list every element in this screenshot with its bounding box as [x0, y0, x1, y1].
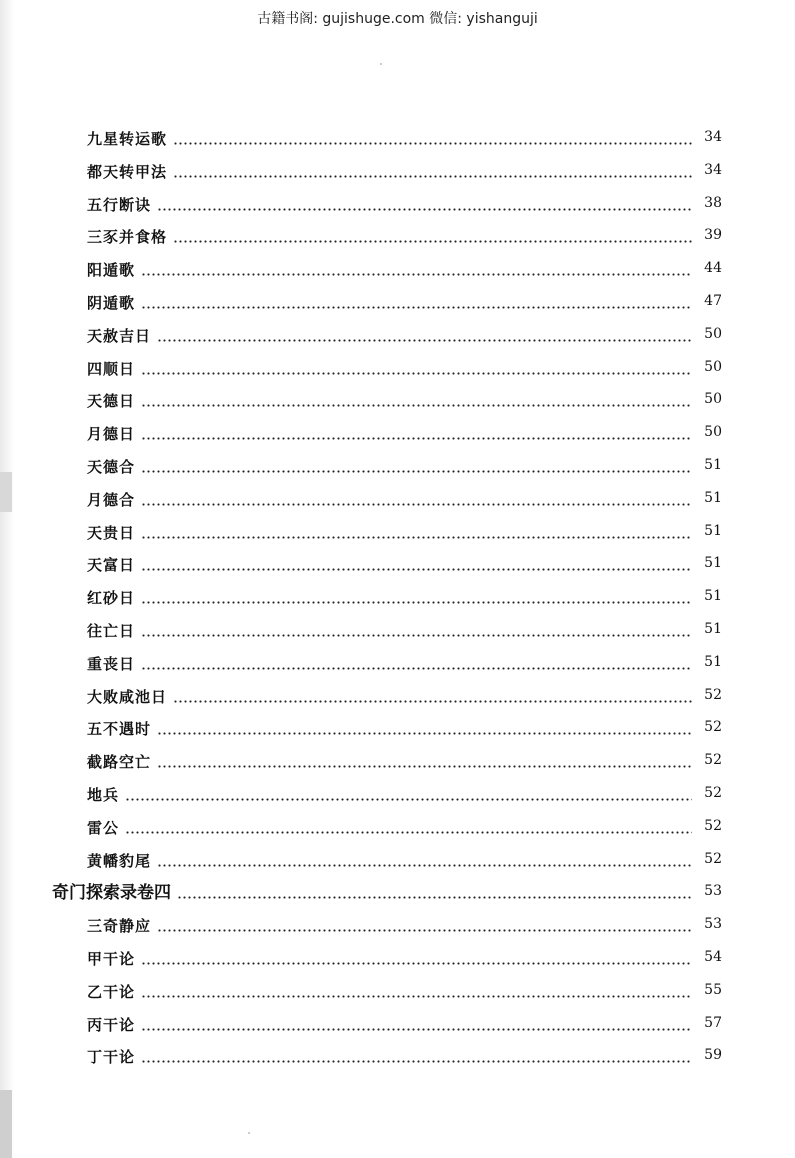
toc-entry[interactable] — [87, 619, 722, 641]
page-edge-mark — [0, 472, 12, 512]
dot-leader — [157, 339, 692, 342]
toc-entry-title: 往亡日 — [87, 622, 136, 640]
toc-entry-title: 三奇静应 — [87, 917, 152, 936]
dot-leader — [141, 1060, 692, 1063]
toc-entry[interactable] — [87, 127, 722, 149]
toc-entry-page-number: 52 — [704, 817, 722, 834]
dot-leader — [141, 995, 692, 998]
toc-entry-page-number: 54 — [704, 949, 722, 965]
toc-entry-page-number: 50 — [704, 391, 722, 408]
toc-entry-page-number: 50 — [704, 358, 722, 375]
toc-entry[interactable] — [87, 455, 722, 477]
toc-entry[interactable] — [87, 586, 722, 608]
toc-entry-page-number: 38 — [704, 194, 722, 211]
dot-leader — [157, 864, 692, 867]
toc-entry[interactable] — [87, 980, 722, 1002]
toc-entry-page-number: 52 — [704, 686, 722, 703]
dot-leader — [141, 568, 692, 571]
toc-entry-title: 大败咸池日 — [87, 687, 168, 706]
toc-entry-title: 截路空亡 — [87, 753, 152, 772]
toc-entry-title: 天德日 — [87, 392, 136, 411]
toc-entry-page-number: 52 — [704, 719, 722, 736]
toc-entry-title: 天富日 — [87, 556, 136, 575]
toc-entry-title: 重丧日 — [87, 654, 136, 673]
dot-leader — [141, 634, 692, 637]
toc-entry-page-number: 44 — [704, 260, 722, 277]
dot-leader — [141, 372, 692, 375]
toc-entry[interactable] — [87, 488, 722, 510]
toc-entry-title: 四顺日 — [87, 359, 136, 378]
toc-entry-page-number: 50 — [704, 325, 722, 342]
toc-entry-title: 月德日 — [87, 425, 136, 444]
toc-entry[interactable] — [87, 1045, 722, 1067]
toc-chapter-entry[interactable] — [52, 881, 722, 903]
dot-leader — [141, 404, 692, 407]
toc-entry[interactable] — [87, 521, 722, 543]
toc-entry-title: 地兵 — [87, 786, 120, 804]
toc-entry-page-number: 52 — [704, 785, 722, 801]
dot-leader — [141, 470, 692, 473]
toc-entry-page-number: 57 — [704, 1014, 722, 1031]
toc-entry-page-number: 52 — [704, 752, 722, 769]
toc-entry-page-number: 52 — [704, 850, 722, 867]
toc-entry-page-number: 51 — [704, 588, 722, 605]
toc-entry[interactable] — [87, 193, 722, 215]
toc-entry-title: 丙干论 — [87, 1015, 136, 1034]
toc-entry-title: 奇门探索录卷四 — [52, 883, 171, 904]
dot-leader — [157, 732, 692, 735]
dot-leader — [141, 273, 692, 276]
toc-entry[interactable] — [87, 914, 722, 936]
dot-leader — [157, 765, 692, 768]
toc-entry-title: 九星转运歌 — [87, 130, 168, 148]
toc-entry-title: 甲干论 — [87, 950, 136, 968]
toc-entry-page-number: 34 — [704, 161, 722, 178]
toc-entry[interactable] — [87, 160, 722, 182]
toc-entry[interactable] — [87, 389, 722, 411]
toc-entry-title: 三豕并食格 — [87, 228, 168, 247]
toc-entry[interactable] — [87, 783, 722, 805]
toc-entry[interactable] — [87, 849, 722, 871]
toc-entry[interactable] — [87, 553, 722, 575]
page-edge-mark — [0, 1090, 12, 1158]
toc-entry[interactable] — [87, 357, 722, 379]
dot-leader — [141, 306, 692, 309]
scan-speck — [248, 1132, 250, 1134]
toc-entry-title: 天赦吉日 — [87, 326, 152, 345]
toc-entry-page-number: 51 — [704, 457, 722, 473]
toc-entry-title: 阴遁歌 — [87, 294, 136, 312]
dot-leader — [157, 929, 692, 932]
dot-leader — [141, 1028, 692, 1031]
toc-entry[interactable] — [87, 685, 722, 707]
toc-entry[interactable] — [87, 225, 722, 247]
toc-entry-title: 五不遇时 — [87, 720, 152, 739]
dot-leader — [125, 798, 692, 801]
toc-entry-page-number: 34 — [704, 129, 722, 145]
dot-leader — [125, 831, 692, 834]
dot-leader — [173, 240, 692, 243]
dot-leader — [157, 208, 692, 211]
toc-entry[interactable] — [87, 324, 722, 346]
watermark: 古籍书阁: gujishuge.com 微信: yishanguji — [257, 11, 538, 27]
toc-entry[interactable] — [87, 750, 722, 772]
toc-entry[interactable] — [87, 1013, 722, 1035]
toc-entry-page-number: 59 — [704, 1047, 722, 1064]
toc-entry[interactable] — [87, 291, 722, 313]
toc-entry[interactable] — [87, 717, 722, 739]
toc-entry-title: 黄幡豹尾 — [87, 851, 152, 870]
toc-entry-title: 五行断诀 — [87, 195, 152, 214]
toc-entry[interactable] — [87, 816, 722, 838]
toc-entry-page-number: 51 — [704, 653, 722, 670]
dot-leader — [177, 896, 692, 899]
toc-entry-title: 天德合 — [87, 458, 136, 476]
toc-entry-title: 天贵日 — [87, 523, 136, 542]
dot-leader — [141, 601, 692, 604]
dot-leader — [173, 175, 692, 178]
toc-entry-page-number: 51 — [704, 489, 722, 506]
toc-entry-page-number: 53 — [704, 883, 722, 900]
toc-entry-page-number: 50 — [704, 424, 722, 441]
toc-entry-title: 雷公 — [87, 818, 120, 837]
toc-entry[interactable] — [87, 652, 722, 674]
toc-entry-title: 阳遁歌 — [87, 261, 136, 280]
dot-leader — [141, 437, 692, 440]
toc-entry-title: 丁干论 — [87, 1048, 136, 1067]
dot-leader — [141, 536, 692, 539]
toc-entry[interactable] — [87, 258, 722, 280]
toc-entry-title: 月德合 — [87, 490, 136, 509]
toc-entry-title: 乙干论 — [87, 982, 136, 1001]
toc-entry-page-number: 51 — [704, 555, 722, 572]
toc-entry-title: 都天转甲法 — [87, 162, 168, 181]
toc-entry-page-number: 47 — [704, 293, 722, 309]
toc-entry-page-number: 39 — [704, 227, 722, 244]
toc-entry-page-number: 51 — [704, 621, 722, 637]
dot-leader — [141, 503, 692, 506]
toc-entry-title: 红砂日 — [87, 589, 136, 608]
dot-leader — [141, 962, 692, 965]
toc-entry-page-number: 55 — [704, 981, 722, 998]
dot-leader — [173, 700, 692, 703]
toc-entry[interactable] — [87, 422, 722, 444]
toc-entry-page-number: 51 — [704, 522, 722, 539]
dot-leader — [141, 667, 692, 670]
toc-entry[interactable] — [87, 947, 722, 969]
dot-leader — [173, 142, 692, 145]
page-left-edge-shadow — [0, 0, 14, 1158]
scan-speck — [380, 63, 382, 65]
toc-entry-page-number: 53 — [704, 916, 722, 933]
